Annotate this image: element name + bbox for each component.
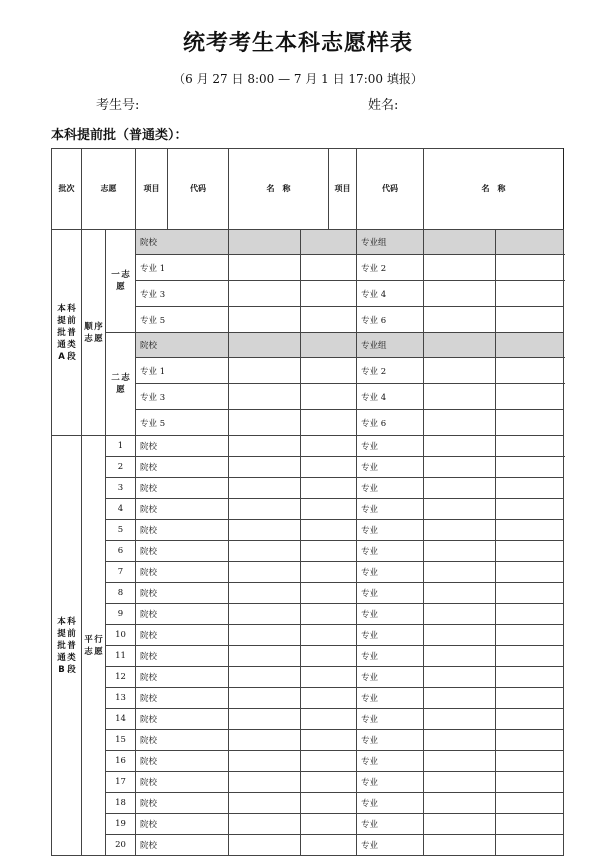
wish-table bbox=[51, 148, 564, 856]
major-label: 专业 bbox=[357, 436, 424, 457]
name-cell[interactable] bbox=[301, 730, 357, 751]
major-label: 专业 bbox=[357, 625, 424, 646]
table-row bbox=[52, 625, 564, 646]
header-batch: 批次 bbox=[52, 149, 82, 230]
school-label: 院校 bbox=[136, 604, 229, 625]
name-cell[interactable] bbox=[496, 604, 564, 625]
name-cell[interactable] bbox=[496, 814, 564, 835]
wish-number: 6 bbox=[106, 541, 136, 562]
section-b-body bbox=[52, 436, 564, 856]
code-cell[interactable] bbox=[229, 384, 301, 410]
school-label: 院校 bbox=[136, 520, 229, 541]
school-label: 院校 bbox=[136, 835, 229, 856]
item-label: 专业 2 bbox=[357, 358, 424, 384]
code-cell[interactable] bbox=[424, 730, 496, 751]
major-label: 专业 bbox=[357, 520, 424, 541]
wish-number: 14 bbox=[106, 709, 136, 730]
code-cell[interactable] bbox=[424, 709, 496, 730]
table-header-row bbox=[52, 149, 564, 230]
table-row bbox=[52, 751, 564, 772]
name-cell[interactable] bbox=[301, 281, 357, 307]
major-label: 专业 bbox=[357, 499, 424, 520]
code-cell[interactable] bbox=[424, 835, 496, 856]
table-row bbox=[52, 835, 564, 856]
code-cell[interactable] bbox=[424, 307, 496, 333]
name-cell[interactable] bbox=[301, 667, 357, 688]
code-cell[interactable] bbox=[229, 520, 301, 541]
item-label: 专业 4 bbox=[357, 281, 424, 307]
parallel-wish-label: 平行志愿 bbox=[82, 436, 106, 856]
item-label: 专业 5 bbox=[136, 307, 229, 333]
school-label: 院校 bbox=[136, 772, 229, 793]
major-label: 专业 bbox=[357, 814, 424, 835]
table-row bbox=[52, 688, 564, 709]
code-cell[interactable] bbox=[229, 255, 301, 281]
school-label: 院校 bbox=[136, 751, 229, 772]
code-cell[interactable] bbox=[229, 333, 301, 358]
code-cell[interactable] bbox=[424, 358, 496, 384]
section-a-body bbox=[52, 230, 564, 436]
name-cell[interactable] bbox=[301, 307, 357, 333]
school-label: 院校 bbox=[136, 541, 229, 562]
code-cell[interactable] bbox=[424, 333, 496, 358]
name-cell[interactable] bbox=[301, 410, 357, 436]
header-code-2: 代码 bbox=[357, 149, 424, 230]
table-row bbox=[52, 333, 564, 358]
name-cell[interactable] bbox=[496, 667, 564, 688]
school-label: 院校 bbox=[136, 793, 229, 814]
name-cell[interactable] bbox=[496, 499, 564, 520]
table-row bbox=[52, 562, 564, 583]
code-cell[interactable] bbox=[229, 793, 301, 814]
code-cell[interactable] bbox=[229, 307, 301, 333]
wish-number: 18 bbox=[106, 793, 136, 814]
code-cell[interactable] bbox=[424, 646, 496, 667]
name-cell[interactable] bbox=[496, 625, 564, 646]
table-row bbox=[52, 457, 564, 478]
name-cell[interactable] bbox=[496, 307, 564, 333]
name-cell[interactable] bbox=[496, 730, 564, 751]
header-name: 名 称 bbox=[229, 149, 329, 230]
code-cell[interactable] bbox=[424, 436, 496, 457]
table-row bbox=[52, 436, 564, 457]
item-label: 院校 bbox=[136, 333, 229, 358]
code-cell[interactable] bbox=[229, 499, 301, 520]
item-label: 专业 4 bbox=[357, 384, 424, 410]
wish-number: 2 bbox=[106, 457, 136, 478]
major-label: 专业 bbox=[357, 688, 424, 709]
wish-label: 一志愿 bbox=[106, 230, 136, 333]
code-cell[interactable] bbox=[424, 520, 496, 541]
wish-number: 5 bbox=[106, 520, 136, 541]
major-label: 专业 bbox=[357, 583, 424, 604]
name-cell[interactable] bbox=[301, 333, 357, 358]
code-cell[interactable] bbox=[424, 562, 496, 583]
code-cell[interactable] bbox=[424, 384, 496, 410]
major-label: 专业 bbox=[357, 835, 424, 856]
wish-number: 7 bbox=[106, 562, 136, 583]
wish-number: 8 bbox=[106, 583, 136, 604]
code-cell[interactable] bbox=[424, 478, 496, 499]
major-label: 专业 bbox=[357, 646, 424, 667]
wish-number: 19 bbox=[106, 814, 136, 835]
name-cell[interactable] bbox=[301, 751, 357, 772]
name-cell[interactable] bbox=[301, 499, 357, 520]
item-label: 专业 5 bbox=[136, 410, 229, 436]
name-cell[interactable] bbox=[301, 793, 357, 814]
major-label: 专业 bbox=[357, 667, 424, 688]
code-cell[interactable] bbox=[229, 436, 301, 457]
name-cell[interactable] bbox=[301, 646, 357, 667]
school-label: 院校 bbox=[136, 688, 229, 709]
name-cell[interactable] bbox=[496, 583, 564, 604]
code-cell[interactable] bbox=[424, 604, 496, 625]
major-label: 专业 bbox=[357, 604, 424, 625]
code-cell[interactable] bbox=[229, 281, 301, 307]
code-cell[interactable] bbox=[229, 751, 301, 772]
fill-period: （6 月 27 日 8:00 — 7 月 1 日 17:00 填报） bbox=[173, 72, 423, 86]
major-label: 专业 bbox=[357, 793, 424, 814]
name-cell[interactable] bbox=[496, 772, 564, 793]
name-cell[interactable] bbox=[301, 358, 357, 384]
table-row bbox=[52, 814, 564, 835]
school-label: 院校 bbox=[136, 562, 229, 583]
code-cell[interactable] bbox=[229, 541, 301, 562]
table-row bbox=[52, 541, 564, 562]
batch-a-label: 本科提前批普通类A 段 bbox=[52, 230, 82, 436]
major-label: 专业 bbox=[357, 562, 424, 583]
school-label: 院校 bbox=[136, 730, 229, 751]
wish-number: 9 bbox=[106, 604, 136, 625]
wish-label: 二志愿 bbox=[106, 333, 136, 436]
code-cell[interactable] bbox=[424, 255, 496, 281]
wish-number: 17 bbox=[106, 772, 136, 793]
name-cell[interactable] bbox=[496, 562, 564, 583]
school-label: 院校 bbox=[136, 457, 229, 478]
major-label: 专业 bbox=[357, 730, 424, 751]
school-label: 院校 bbox=[136, 667, 229, 688]
code-cell[interactable] bbox=[229, 604, 301, 625]
student-name-label: 姓名: bbox=[368, 98, 399, 113]
major-label: 专业 bbox=[357, 709, 424, 730]
code-cell[interactable] bbox=[229, 358, 301, 384]
code-cell[interactable] bbox=[424, 625, 496, 646]
school-label: 院校 bbox=[136, 814, 229, 835]
name-cell[interactable] bbox=[496, 384, 564, 410]
name-cell[interactable] bbox=[301, 688, 357, 709]
code-cell[interactable] bbox=[424, 667, 496, 688]
order-wish-label: 顺序志愿 bbox=[82, 230, 106, 436]
item-label: 专业 6 bbox=[357, 307, 424, 333]
major-label: 专业 bbox=[357, 457, 424, 478]
name-cell[interactable] bbox=[301, 835, 357, 856]
code-cell[interactable] bbox=[229, 410, 301, 436]
name-cell[interactable] bbox=[301, 230, 357, 255]
code-cell[interactable] bbox=[424, 281, 496, 307]
name-cell[interactable] bbox=[496, 646, 564, 667]
wish-number: 3 bbox=[106, 478, 136, 499]
code-cell[interactable] bbox=[229, 814, 301, 835]
table-row bbox=[52, 730, 564, 751]
exam-number-label: 考生号: bbox=[96, 98, 140, 113]
table-row bbox=[52, 604, 564, 625]
table-row bbox=[52, 478, 564, 499]
item-label: 专业 2 bbox=[357, 255, 424, 281]
table-row bbox=[52, 793, 564, 814]
code-cell[interactable] bbox=[229, 667, 301, 688]
table-row bbox=[52, 709, 564, 730]
table-row bbox=[52, 583, 564, 604]
code-cell[interactable] bbox=[424, 499, 496, 520]
code-cell[interactable] bbox=[229, 772, 301, 793]
table-row bbox=[52, 772, 564, 793]
name-cell[interactable] bbox=[301, 709, 357, 730]
school-label: 院校 bbox=[136, 625, 229, 646]
code-cell[interactable] bbox=[229, 688, 301, 709]
code-cell[interactable] bbox=[229, 625, 301, 646]
header-wish: 志愿 bbox=[82, 149, 136, 230]
wish-number: 11 bbox=[106, 646, 136, 667]
item-label: 专业 3 bbox=[136, 384, 229, 410]
table-row bbox=[52, 499, 564, 520]
name-cell[interactable] bbox=[496, 457, 564, 478]
section-title: 本科提前批（普通类）： bbox=[51, 128, 188, 143]
code-cell[interactable] bbox=[424, 541, 496, 562]
code-cell[interactable] bbox=[229, 562, 301, 583]
wish-number: 16 bbox=[106, 751, 136, 772]
header-name-2: 名 称 bbox=[424, 149, 564, 230]
name-cell[interactable] bbox=[301, 814, 357, 835]
wish-number: 12 bbox=[106, 667, 136, 688]
name-cell[interactable] bbox=[301, 457, 357, 478]
major-label: 专业 bbox=[357, 751, 424, 772]
code-cell[interactable] bbox=[229, 709, 301, 730]
code-cell[interactable] bbox=[424, 457, 496, 478]
wish-number: 10 bbox=[106, 625, 136, 646]
item-label: 专业组 bbox=[357, 230, 424, 255]
name-cell[interactable] bbox=[496, 410, 564, 436]
name-cell[interactable] bbox=[301, 562, 357, 583]
wish-number: 1 bbox=[106, 436, 136, 457]
code-cell[interactable] bbox=[229, 730, 301, 751]
item-label: 专业组 bbox=[357, 333, 424, 358]
name-cell[interactable] bbox=[301, 541, 357, 562]
table-row bbox=[52, 667, 564, 688]
wish-number: 15 bbox=[106, 730, 136, 751]
page-title: 统考考生本科志愿样表 bbox=[182, 30, 413, 56]
code-cell[interactable] bbox=[229, 478, 301, 499]
code-cell[interactable] bbox=[229, 646, 301, 667]
name-cell[interactable] bbox=[301, 436, 357, 457]
school-label: 院校 bbox=[136, 499, 229, 520]
code-cell[interactable] bbox=[424, 583, 496, 604]
name-cell[interactable] bbox=[496, 281, 564, 307]
code-cell[interactable] bbox=[424, 688, 496, 709]
major-label: 专业 bbox=[357, 541, 424, 562]
item-label: 专业 1 bbox=[136, 358, 229, 384]
code-cell[interactable] bbox=[424, 410, 496, 436]
table-row bbox=[52, 520, 564, 541]
name-cell[interactable] bbox=[496, 793, 564, 814]
code-cell[interactable] bbox=[424, 772, 496, 793]
school-label: 院校 bbox=[136, 478, 229, 499]
major-label: 专业 bbox=[357, 478, 424, 499]
wish-number: 13 bbox=[106, 688, 136, 709]
name-cell[interactable] bbox=[496, 835, 564, 856]
item-label: 院校 bbox=[136, 230, 229, 255]
name-cell[interactable] bbox=[301, 772, 357, 793]
code-cell[interactable] bbox=[229, 457, 301, 478]
wish-number: 20 bbox=[106, 835, 136, 856]
school-label: 院校 bbox=[136, 583, 229, 604]
name-cell[interactable] bbox=[496, 436, 564, 457]
name-cell[interactable] bbox=[496, 688, 564, 709]
name-cell[interactable] bbox=[301, 478, 357, 499]
name-cell[interactable] bbox=[301, 520, 357, 541]
item-label: 专业 1 bbox=[136, 255, 229, 281]
table-row bbox=[52, 646, 564, 667]
header-item-2: 项目 bbox=[329, 149, 357, 230]
name-cell[interactable] bbox=[301, 604, 357, 625]
name-cell[interactable] bbox=[496, 333, 564, 358]
school-label: 院校 bbox=[136, 436, 229, 457]
code-cell[interactable] bbox=[424, 230, 496, 255]
code-cell[interactable] bbox=[229, 230, 301, 255]
code-cell[interactable] bbox=[229, 835, 301, 856]
code-cell[interactable] bbox=[229, 583, 301, 604]
wish-number: 4 bbox=[106, 499, 136, 520]
item-label: 专业 6 bbox=[357, 410, 424, 436]
name-cell[interactable] bbox=[496, 751, 564, 772]
name-cell[interactable] bbox=[496, 230, 564, 255]
major-label: 专业 bbox=[357, 772, 424, 793]
name-cell[interactable] bbox=[496, 478, 564, 499]
batch-b-label: 本科提前批普通类B 段 bbox=[52, 436, 82, 856]
item-label: 专业 3 bbox=[136, 281, 229, 307]
table-row bbox=[52, 230, 564, 255]
name-cell[interactable] bbox=[301, 384, 357, 410]
name-cell[interactable] bbox=[496, 358, 564, 384]
code-cell[interactable] bbox=[424, 751, 496, 772]
name-cell[interactable] bbox=[301, 255, 357, 281]
name-cell[interactable] bbox=[301, 625, 357, 646]
name-cell[interactable] bbox=[301, 583, 357, 604]
code-cell[interactable] bbox=[424, 793, 496, 814]
name-cell[interactable] bbox=[496, 541, 564, 562]
code-cell[interactable] bbox=[424, 814, 496, 835]
header-item: 项目 bbox=[136, 149, 168, 230]
name-cell[interactable] bbox=[496, 520, 564, 541]
name-cell[interactable] bbox=[496, 255, 564, 281]
header-code: 代码 bbox=[168, 149, 229, 230]
school-label: 院校 bbox=[136, 709, 229, 730]
name-cell[interactable] bbox=[496, 709, 564, 730]
school-label: 院校 bbox=[136, 646, 229, 667]
